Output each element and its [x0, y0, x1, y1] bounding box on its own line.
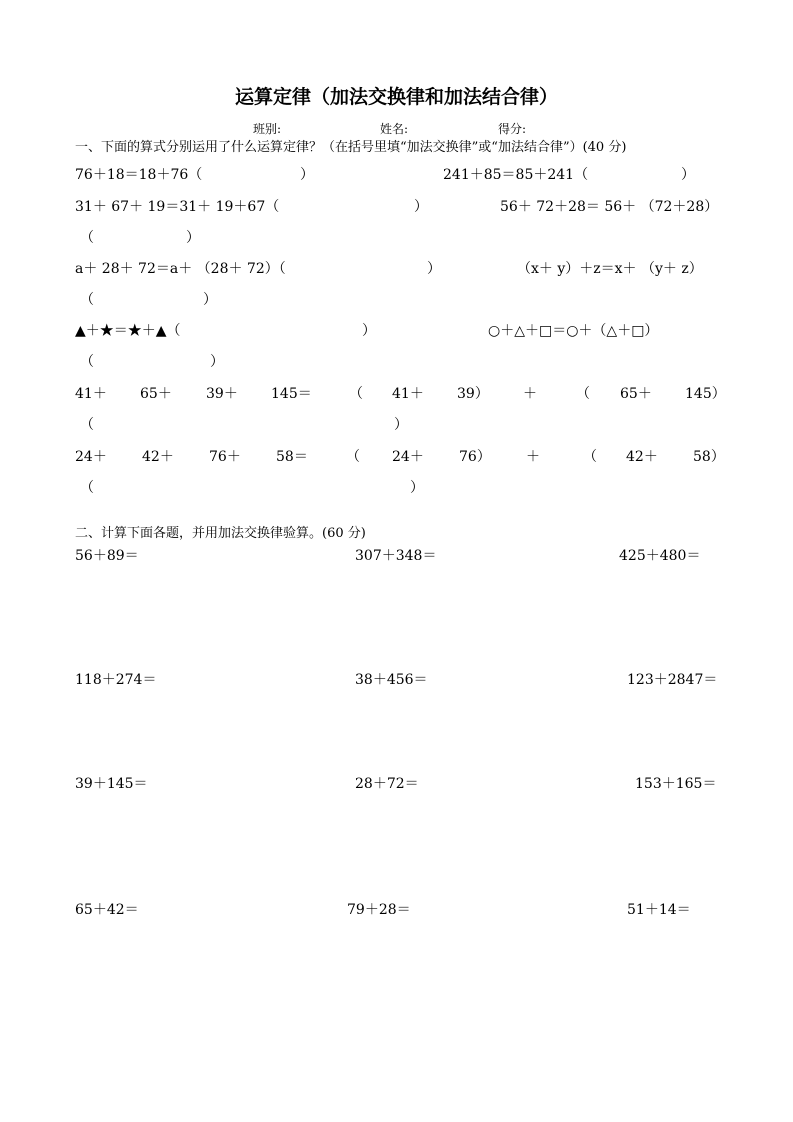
q8-answer-open: （	[80, 354, 94, 370]
q2-answer-close: ）	[681, 167, 695, 183]
q9-part: ＋	[523, 386, 537, 402]
q10-part: 58）	[693, 449, 725, 465]
score-label: 得分:	[498, 122, 527, 136]
calc-problem: 307＋348＝	[355, 548, 437, 564]
q7-answer-close: ）	[362, 323, 376, 339]
name-label: 姓名:	[380, 122, 409, 136]
q9-part: （	[576, 386, 590, 402]
q10-part: 42＋	[626, 449, 658, 465]
calc-problem: 123＋2847＝	[627, 672, 718, 688]
calc-problem: 28＋72＝	[355, 776, 419, 792]
q9-part: 39）	[457, 386, 489, 402]
calc-problem: 39＋145＝	[75, 776, 148, 792]
q1-answer-close: ）	[300, 167, 314, 183]
class-label: 班别:	[253, 122, 282, 136]
q2-expression: 241＋85＝85＋241（	[443, 167, 589, 183]
q10-part: （	[346, 449, 360, 465]
q9-part: 39＋	[206, 386, 238, 402]
q5-answer-close: ）	[427, 261, 441, 277]
q10-part: 42＋	[142, 449, 174, 465]
q10-part: 58＝	[276, 449, 308, 465]
q4-expression: 56＋ 72＋28＝ 56＋ （72＋28）	[500, 199, 719, 215]
calc-problem: 56＋89＝	[75, 548, 139, 564]
q9-part: 145）	[685, 386, 726, 402]
q10-part: 76＋	[209, 449, 241, 465]
q3-expression: 31＋ 67＋ 19＝31＋ 19＋67（	[75, 199, 280, 215]
q4-answer-open: （	[80, 230, 94, 246]
section1-heading: 一、下面的算式分别运用了什么运算定律？（在括号里填“加法交换律”或“加法结合律”）(40 分)	[75, 140, 627, 155]
calc-problem: 65＋42＝	[75, 902, 139, 918]
q6-answer-open: （	[80, 292, 94, 308]
q10-answer-close: ）	[410, 480, 424, 496]
page-title: 运算定律（加法交换律和加法结合律）	[234, 86, 558, 108]
calc-problem: 118＋274＝	[75, 672, 157, 688]
q8-expression: ○＋△＋□＝○＋（△＋□）	[488, 323, 659, 339]
calc-problem: 79＋28＝	[347, 902, 411, 918]
q3-answer-close: ）	[414, 199, 428, 215]
q9-part: 145＝	[271, 386, 312, 402]
calc-problem: 425＋480＝	[619, 548, 701, 564]
q10-part: （	[583, 449, 597, 465]
q10-part: 24＋	[392, 449, 424, 465]
calc-problem: 51＋14＝	[627, 902, 691, 918]
q10-part: ＋	[526, 449, 540, 465]
q9-part: 65＋	[620, 386, 652, 402]
q9-part: 41＋	[75, 386, 107, 402]
q10-part: 76）	[459, 449, 491, 465]
calc-problem: 38＋456＝	[355, 672, 428, 688]
q6-expression: （x＋ y）＋z＝x＋ （y＋ z）	[517, 261, 703, 277]
q7-expression: ▲＋★＝★＋▲（	[75, 323, 181, 339]
q9-part: （	[349, 386, 363, 402]
q8-answer-close: ）	[210, 354, 224, 370]
q9-part: 41＋	[392, 386, 424, 402]
q9-answer-open: （	[80, 417, 94, 433]
q4-answer-close: ）	[186, 230, 200, 246]
q10-answer-open: （	[80, 480, 94, 496]
section2-heading: 二、计算下面各题，并用加法交换律验算。(60 分)	[75, 526, 366, 541]
q9-answer-close: ）	[394, 417, 408, 433]
q6-answer-close: ）	[203, 292, 217, 308]
q5-expression: a＋ 28＋ 72＝a＋ （28＋ 72）（	[75, 261, 286, 277]
q10-part: 24＋	[75, 449, 107, 465]
q1-expression: 76＋18＝18＋76（	[75, 167, 203, 183]
q9-part: 65＋	[140, 386, 172, 402]
calc-problem: 153＋165＝	[635, 776, 717, 792]
